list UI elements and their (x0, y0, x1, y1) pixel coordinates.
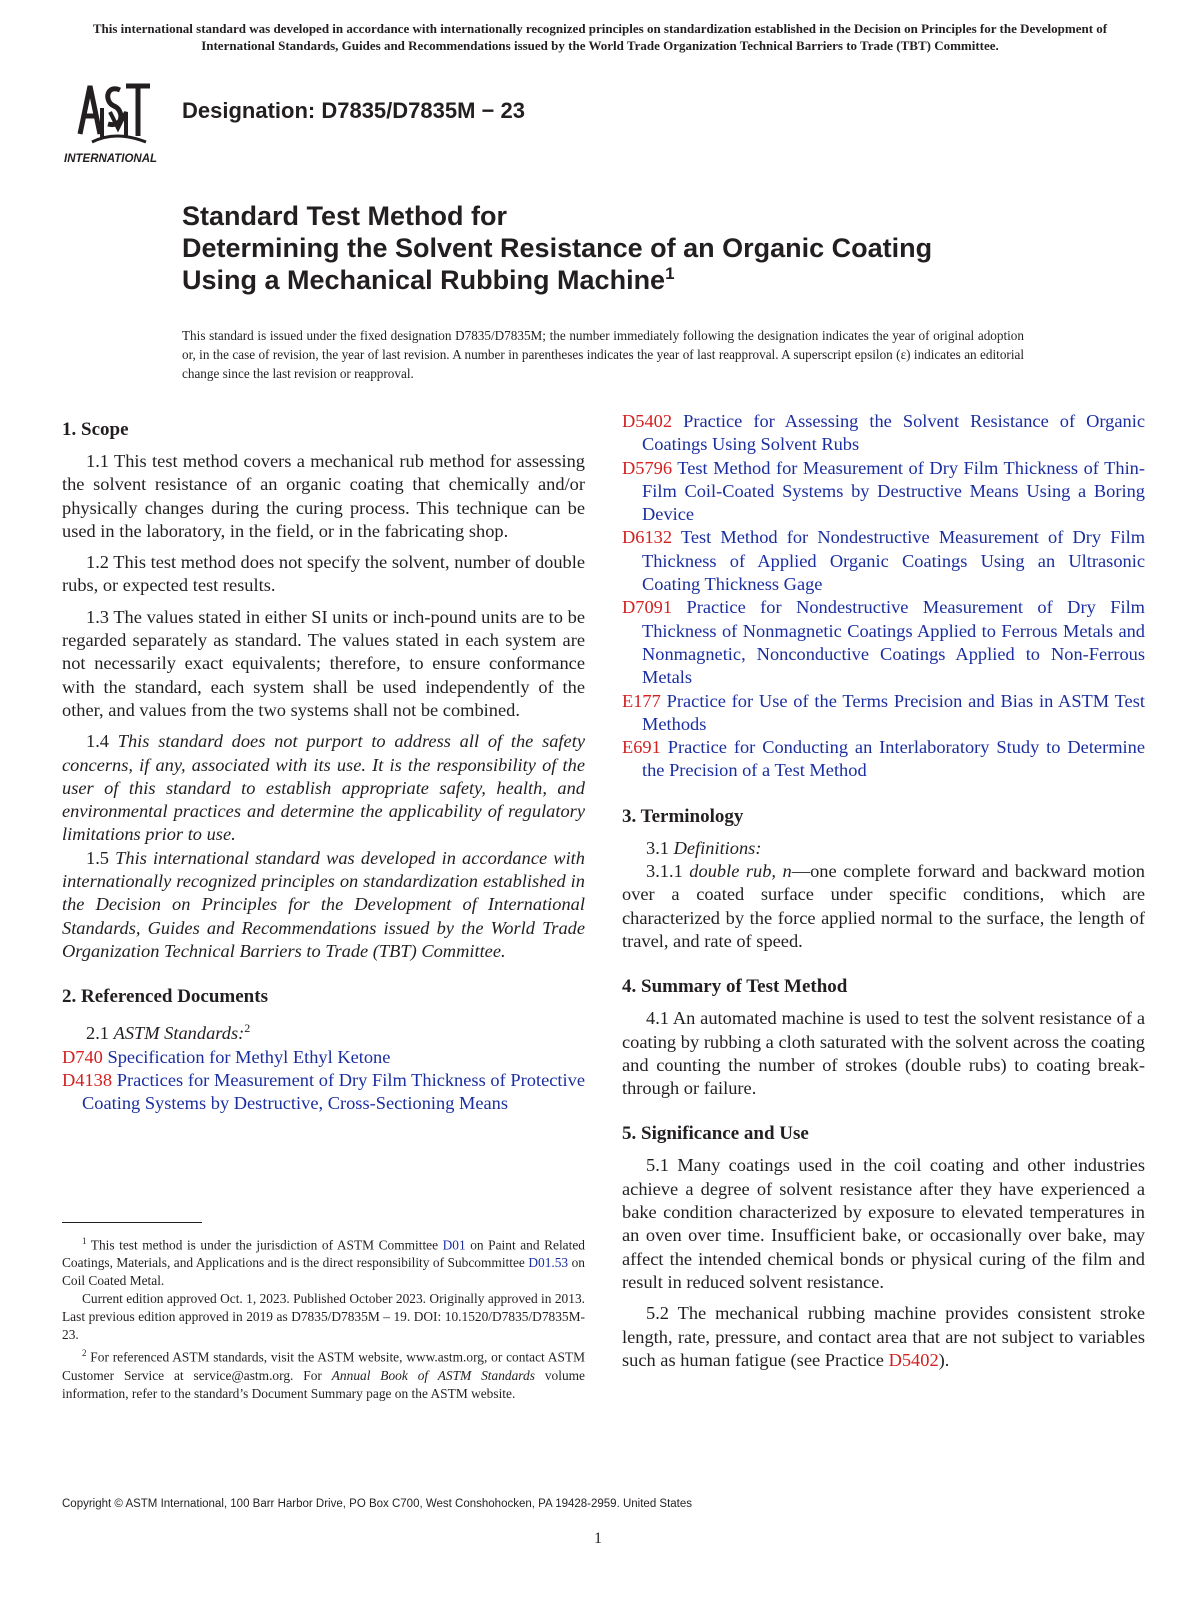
footnote-2-mark: 2 (82, 1348, 87, 1359)
designation: Designation: D7835/D7835M − 23 (182, 98, 525, 123)
scope-1-4-num: 1.4 (86, 731, 109, 752)
term-3-1-1 (622, 860, 1145, 953)
ref-title[interactable]: Practice for Conducting an Interlaboratory Study to Determine the Precision of a Test Method (642, 737, 1145, 781)
left-column (62, 418, 585, 1116)
footnote-divider (62, 1222, 202, 1223)
footnote-2-italic: Annual Book of ASTM Standards (331, 1367, 535, 1383)
ref-code[interactable]: E691 (622, 737, 661, 758)
ref-title[interactable]: Practices for Measurement of Dry Film Thickness of Protective Coating Systems by Destructive, Cross-Sectioning Means (82, 1069, 585, 1114)
ref-item[interactable] (622, 410, 1145, 457)
footnotes (62, 1232, 585, 1403)
ref-title[interactable]: Practice for Assessing the Solvent Resistance of Organic Coatings Using Solvent Rubs (642, 411, 1145, 455)
right-column (622, 410, 1145, 1372)
d01-link[interactable]: D01 (442, 1237, 466, 1253)
scope-1-2: 1.2 This test method does not specify the solvent, number of double rubs, or expected test results. (62, 552, 585, 596)
ref-item[interactable] (622, 690, 1145, 737)
term-3-1-1-num: 3.1.1 (646, 861, 683, 882)
ref-item[interactable] (62, 1046, 585, 1069)
footnote-1-mark: 1 (82, 1236, 87, 1246)
d01-53-link[interactable]: D01.53 (528, 1255, 569, 1271)
ref-code[interactable]: D4138 (62, 1069, 113, 1090)
ref-2-1-num: 2.1 (86, 1023, 109, 1044)
ref-2-1-text: ASTM Standards: (113, 1023, 245, 1044)
ref-title[interactable]: Test Method for Measurement of Dry Film Thickness of Thin-Film Coil-Coated Systems by Destructive Means Using a Boring Device (642, 457, 1145, 525)
footnote-1-text-c: on Coil Coated Metal. (62, 1255, 585, 1289)
page-number: 1 (594, 1530, 602, 1547)
title-line-2: Determining the Solvent Resistance of an Organic Coating (182, 233, 933, 263)
ref-code[interactable]: D5796 (622, 457, 673, 478)
scope-1-4 (62, 730, 585, 846)
scope-1-5-num: 1.5 (86, 847, 109, 868)
term-3-1-text: Definitions: (673, 837, 762, 858)
ref-code[interactable]: D6132 (622, 527, 673, 548)
ref-code[interactable]: D740 (62, 1046, 103, 1067)
significance-5-2 (622, 1302, 1145, 1372)
footnote-2-text-b: volume information, refer to the standard’s Document Summary page on the ASTM website. (62, 1367, 585, 1401)
footnote-1-text-b: on Paint and Related Coatings, Materials, and Applications and is the direct responsibility of Subcommittee (62, 1237, 585, 1271)
d5402-link[interactable]: D5402 (888, 1349, 939, 1370)
scope-1-5-text: This international standard was developed in accordance with internationally recognized principles on standardization established in the Decision on Principles for the Development of International Standards, Guides and Recommendations issued by the World Trade Organization Technical Barriers to Trade (TBT) Committee. (62, 847, 585, 961)
copyright: Copyright © ASTM International, 100 Barr Harbor Drive, PO Box C700, West Conshohocken, PA 19428-2959. United States (62, 1498, 693, 1510)
term-3-1-1-text: —one complete forward and backward motion over a coated surface under specific conditions, which are characterized by the force applied normal to the surface, the length of travel, and rate of speed. (622, 861, 1145, 951)
footnote-1 (62, 1232, 585, 1290)
term-3-1-num: 3.1 (646, 837, 669, 858)
footnote-2 (62, 1344, 585, 1402)
ref-title[interactable]: Practice for Use of the Terms Precision and Bias in ASTM Test Methods (642, 690, 1145, 734)
footnote-1-text-a: This test method is under the jurisdiction of ASTM Committee (90, 1237, 439, 1253)
significance-heading: 5. Significance and Use (622, 1123, 809, 1145)
significance-5-1: 5.1 Many coatings used in the coil coating and other industries achieve a degree of solvent resistance after they have experienced a bake condition characterized by exposure to elevated temperatures in an oven over time. Insufficient bake, or occasionally over bake, may affect the intended chemical bonds or physical curing of the film and result in reduced solvent resistance. (622, 1155, 1145, 1292)
ref-2-1 (62, 1017, 585, 1045)
ref-item[interactable] (62, 1069, 585, 1116)
ref-2-1-sup: 2 (244, 1021, 251, 1036)
ref-item[interactable] (622, 526, 1145, 596)
title-line-1: Standard Test Method for (182, 201, 508, 231)
scope-1-5 (62, 847, 585, 963)
footnote-edition: Current edition approved Oct. 1, 2023. Published October 2023. Originally approved in 2013. Last previous edition approved in 2019 as D7835/D7835M – 19. DOI: 10.1520/D7835/D7835M-23. (62, 1291, 585, 1343)
document-title (182, 200, 1082, 296)
significance-5-2-end: ). (938, 1349, 950, 1370)
ref-title[interactable]: Test Method for Nondestructive Measurement of Dry Film Thickness of Applied Organic Coatings Using an Ultrasonic Coating Thickness Gage (642, 527, 1145, 595)
significance-5-2-text: 5.2 The mechanical rubbing machine provides consistent stroke length, rate, pressure, and contact area that are not subject to variables such as human fatigue (see Practice (622, 1303, 1145, 1370)
terminology-heading: 3. Terminology (622, 805, 744, 827)
ref-title[interactable]: Specification for Methyl Ethyl Ketone (107, 1046, 391, 1067)
ref-code[interactable]: D7091 (622, 597, 673, 618)
scope-heading: 1. Scope (62, 419, 129, 440)
scope-1-3: 1.3 The values stated in either SI units or inch-pound units are to be regarded separately as standard. The values stated in each system are not necessarily exact equivalents; therefore, to ensure conformance with the standard, each system shall be used independently of the other, and values from the two systems shall not be combined. (62, 606, 585, 720)
scope-1-1: 1.1 This test method covers a mechanical rub method for assessing the solvent resistance of an organic coating that chemically and/or physically changes during the curing process. This technique can be used in the laboratory, in the field, or in the fabricating shop. (62, 451, 585, 541)
issue-note: This standard is issued under the fixed designation D7835/D7835M; the number immediately following the designation indicates the year of original adoption or, in the case of revision, the year of last revision. A number in parentheses indicates the year of last reapproval. A superscript epsilon (ε) indicates an editorial change since the last revision or reapproval. (182, 328, 1024, 381)
summary-4-1: 4.1 An automated machine is used to test the solvent resistance of a coating by rubbing a cloth saturated with the solvent across the coating and counting the number of strokes (double rubs) to coating break-through or failure. (622, 1008, 1145, 1099)
ref-item[interactable] (622, 596, 1145, 689)
term-3-1-1-term: double rub, n (689, 861, 792, 882)
ref-item[interactable] (622, 457, 1145, 527)
scope-1-4-text: This standard does not purport to address all of the safety concerns, if any, associated with its use. It is the responsibility of the user of this standard to establish appropriate safety, health, and environmental practices and determine the applicability of regulatory limitations prior to use. (62, 731, 585, 845)
astm-logo-icon (62, 72, 170, 168)
ref-code[interactable]: E177 (622, 690, 661, 711)
top-notice: This international standard was developed in accordance with internationally recognized principles on standardization established in the Decision on Principles for the Development of International Standards, Guides and Recommendations issued by the World Trade Organization Technical Barriers to Trade (TBT) Committee. (92, 21, 1108, 53)
summary-heading: 4. Summary of Test Method (622, 976, 848, 998)
ref-code[interactable]: D5402 (622, 411, 673, 431)
referenced-heading: 2. Referenced Documents (62, 986, 268, 1008)
title-line-3: Using a Mechanical Rubbing Machine (182, 265, 666, 295)
ref-item[interactable] (622, 736, 1145, 783)
term-3-1 (622, 837, 1145, 860)
ref-title[interactable]: Practice for Nondestructive Measurement of Dry Film Thickness of Nonmagnetic Coatings Applied to Ferrous Metals and Nonmagnetic, Nonconductive Coatings Applied to Non-Ferrous Metals (642, 597, 1145, 688)
logo-text: INTERNATIONAL (64, 153, 158, 165)
footnote-2-text-a: For referenced ASTM standards, visit the ASTM website, www.astm.org, or contact ASTM Customer Service at service@astm.org. For (62, 1349, 585, 1383)
title-footnote-mark: 1 (665, 264, 675, 283)
